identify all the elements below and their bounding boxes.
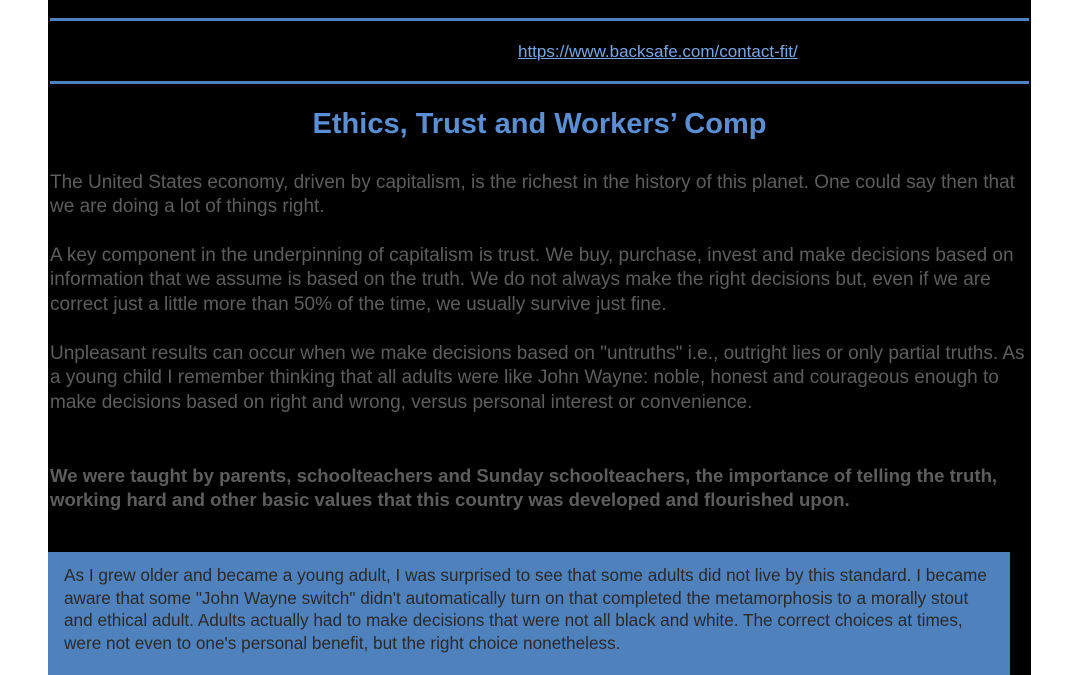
paragraph-intro: The United States economy, driven by capitalism, is the richest in the history of this planet. One could say then that we are doing a lot of things right. [50,172,1015,218]
header-divider [50,81,1029,84]
top-divider [50,18,1029,21]
callout-box [48,552,1010,675]
paragraph-untruths: Unpleasant results can occur when we make decisions based on "untruths" i.e., outright lies or only partial truths. As a young child I remember thinking that all adults were like John Wayne: noble, honest and courageous enough to make decisions based on right and wrong, versus personal interest or convenience. [50,343,1025,413]
callout-text: As I grew older and became a young adult, I was surprised to see that some adults did not live by this standard. I became aware that some "John Wayne switch" didn't automatically turn on that completed the metamorphosis to a morally stout and ethical adult. Adults actually had to make decisions that were not all black and white. The correct choices at times, were not even to one's personal benefit, but the right choice nonetheless. [64,565,987,654]
article-title: Ethics, Trust and Workers’ Comp [312,108,767,140]
paragraph-values: We were taught by parents, schoolteachers and Sunday schoolteachers, the importance of telling the truth, working hard and other basic values that this country was developed and flourished upon. [50,465,998,511]
contact-link[interactable]: https://www.backsafe.com/contact-fit/ [518,42,798,61]
paragraph-trust: A key component in the underpinning of capitalism is trust. We buy, purchase, invest and make decisions based on information that we assume is based on the truth. We do not always make the right decisions but, even if we are correct just a little more than 50% of the time, we usually survive just fine. [50,245,1014,315]
document-page [48,0,1031,675]
